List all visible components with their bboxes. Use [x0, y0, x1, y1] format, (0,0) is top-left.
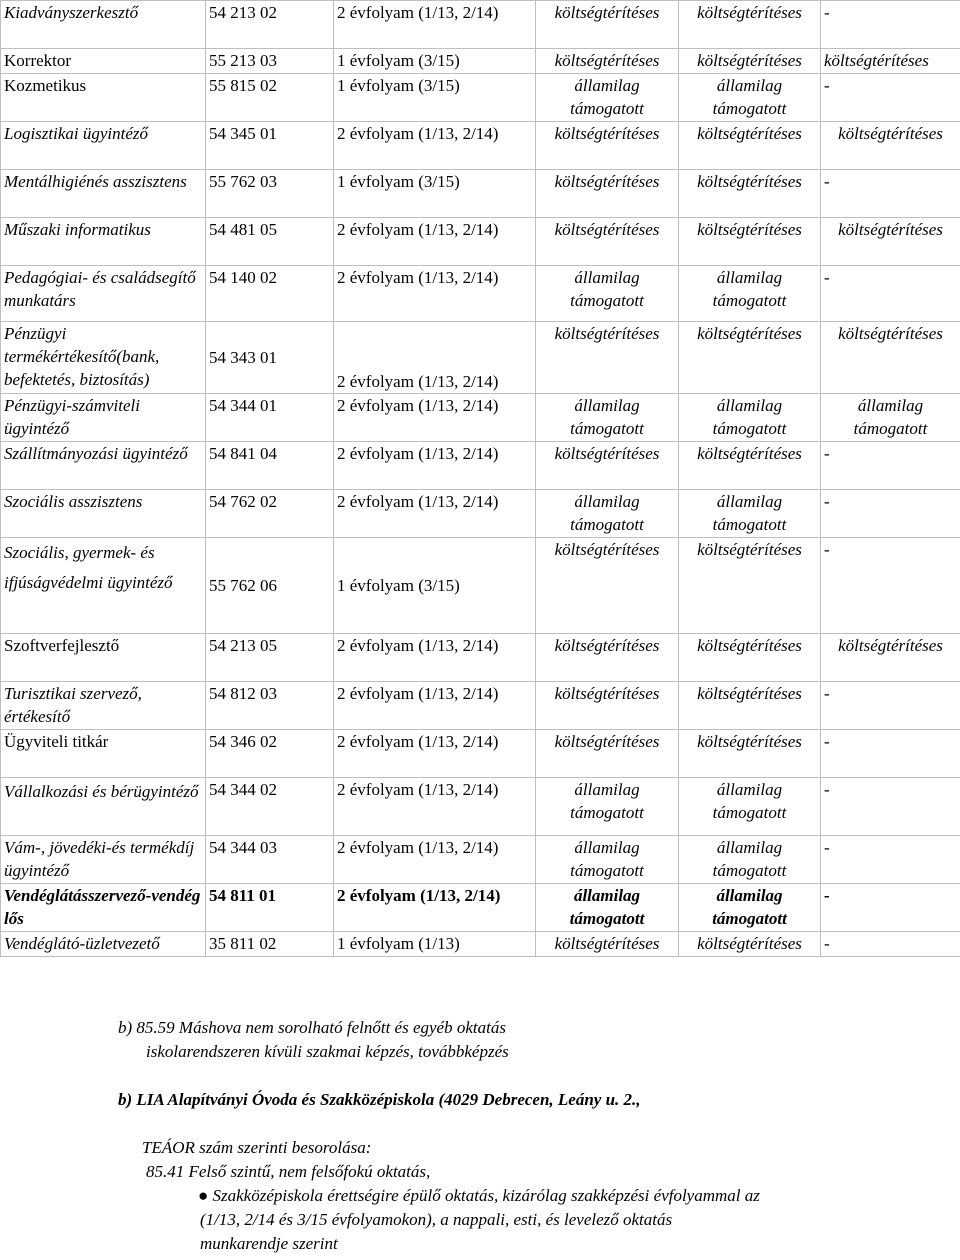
funding-a: államilag támogatott: [536, 884, 679, 932]
funding-c: költségtérítéses: [821, 322, 960, 394]
program-duration: 2 évfolyam (1/13, 2/14): [334, 836, 536, 884]
table-row: [1, 170, 960, 218]
table-row: [1, 490, 960, 538]
funding-a: államilag támogatott: [536, 74, 679, 122]
program-duration: 1 évfolyam (3/15): [334, 74, 536, 122]
program-code: 55 213 03: [206, 49, 334, 74]
table-row: [1, 836, 960, 884]
funding-c: államilag támogatott: [821, 394, 960, 442]
funding-a: államilag támogatott: [536, 836, 679, 884]
program-duration: 2 évfolyam (1/13, 2/14): [334, 490, 536, 538]
program-duration: 2 évfolyam (1/13, 2/14): [334, 730, 536, 778]
funding-b: költségtérítéses: [679, 538, 821, 634]
funding-a: költségtérítéses: [536, 170, 679, 218]
table-row: [1, 538, 960, 634]
funding-c: -: [821, 74, 960, 122]
program-code: 54 812 03: [206, 682, 334, 730]
funding-b: államilag támogatott: [679, 490, 821, 538]
funding-a: költségtérítéses: [536, 49, 679, 74]
program-code: 54 213 05: [206, 634, 334, 682]
funding-b: államilag támogatott: [679, 778, 821, 836]
funding-b: költségtérítéses: [679, 682, 821, 730]
funding-c: -: [821, 266, 960, 322]
program-duration: 2 évfolyam (1/13, 2/14): [334, 218, 536, 266]
funding-a: költségtérítéses: [536, 218, 679, 266]
table-row: [1, 778, 960, 836]
funding-b: költségtérítéses: [679, 322, 821, 394]
funding-c: -: [821, 836, 960, 884]
funding-c: -: [821, 730, 960, 778]
funding-c: -: [821, 778, 960, 836]
funding-c: költségtérítéses: [821, 218, 960, 266]
funding-c: -: [821, 932, 960, 957]
program-code: 54 811 01: [206, 884, 334, 932]
program-code: 54 344 03: [206, 836, 334, 884]
program-name: Szoftverfejlesztő: [1, 634, 206, 682]
program-duration: 1 évfolyam (3/15): [334, 170, 536, 218]
program-code: 54 344 01: [206, 394, 334, 442]
note-line: munkarendje szerint: [200, 1234, 338, 1253]
program-name: Kiadványszerkesztő: [1, 1, 206, 49]
program-name: Kozmetikus: [1, 74, 206, 122]
table-row: [1, 884, 960, 932]
program-duration: 2 évfolyam (1/13, 2/14): [334, 682, 536, 730]
funding-c: -: [821, 490, 960, 538]
funding-b: költségtérítéses: [679, 218, 821, 266]
note-line: 85.41 Felső szintű, nem felsőfokú oktatás,: [146, 1162, 431, 1181]
funding-a: államilag támogatott: [536, 394, 679, 442]
program-duration: 2 évfolyam (1/13, 2/14): [334, 884, 536, 932]
table-row: [1, 634, 960, 682]
program-name: Turisztikai szervező, értékesítő: [1, 682, 206, 730]
table-row: [1, 394, 960, 442]
note-line: iskolarendszeren kívüli szakmai képzés, továbbképzés: [146, 1042, 509, 1061]
funding-b: államilag támogatott: [679, 836, 821, 884]
table-row: [1, 932, 960, 957]
program-name: Vám-, jövedéki-és termékdíj ügyintéző: [1, 836, 206, 884]
funding-c: -: [821, 682, 960, 730]
funding-a: költségtérítéses: [536, 122, 679, 170]
funding-b: költségtérítéses: [679, 170, 821, 218]
funding-c: -: [821, 1, 960, 49]
program-code: 54 343 01: [206, 322, 334, 394]
table-row: [1, 49, 960, 74]
funding-a: államilag támogatott: [536, 266, 679, 322]
program-code: 55 762 03: [206, 170, 334, 218]
funding-a: költségtérítéses: [536, 682, 679, 730]
funding-c: -: [821, 884, 960, 932]
funding-c: költségtérítéses: [821, 122, 960, 170]
program-duration: 2 évfolyam (1/13, 2/14): [334, 634, 536, 682]
program-duration: 2 évfolyam (1/13, 2/14): [334, 778, 536, 836]
funding-a: költségtérítéses: [536, 538, 679, 634]
funding-b: költségtérítéses: [679, 442, 821, 490]
program-code: 54 140 02: [206, 266, 334, 322]
table-row: [1, 266, 960, 322]
program-name: Logisztikai ügyintéző: [1, 122, 206, 170]
funding-b: államilag támogatott: [679, 394, 821, 442]
program-code: 55 815 02: [206, 74, 334, 122]
funding-a: költségtérítéses: [536, 932, 679, 957]
program-name: Pénzügyi termékértékesítő(bank, befektetés, biztosítás): [1, 322, 206, 394]
funding-c: költségtérítéses: [821, 634, 960, 682]
program-name: Ügyviteli titkár: [1, 730, 206, 778]
funding-b: költségtérítéses: [679, 634, 821, 682]
program-name: Vendéglátó-üzletvezető: [1, 932, 206, 957]
funding-a: költségtérítéses: [536, 634, 679, 682]
program-duration: 2 évfolyam (1/13, 2/14): [334, 1, 536, 49]
funding-b: államilag támogatott: [679, 266, 821, 322]
program-duration: 2 évfolyam (1/13, 2/14): [334, 394, 536, 442]
table-row: [1, 74, 960, 122]
note-line: (1/13, 2/14 és 3/15 évfolyamokon), a nappali, esti, és levelező oktatás: [200, 1210, 673, 1229]
program-duration: 2 évfolyam (1/13, 2/14): [334, 266, 536, 322]
table-row: [1, 218, 960, 266]
table-row: [1, 682, 960, 730]
funding-c: -: [821, 538, 960, 634]
table-row: [1, 322, 960, 394]
program-duration: 1 évfolyam (3/15): [334, 538, 536, 634]
funding-b: költségtérítéses: [679, 49, 821, 74]
funding-a: költségtérítéses: [536, 322, 679, 394]
program-code: 54 841 04: [206, 442, 334, 490]
funding-c: költségtérítéses: [821, 49, 960, 74]
funding-b: államilag támogatott: [679, 884, 821, 932]
note-line: b) LIA Alapítványi Óvoda és Szakközépiskola (4029 Debrecen, Leány u. 2.,: [118, 1090, 641, 1109]
program-code: 54 481 05: [206, 218, 334, 266]
funding-a: költségtérítéses: [536, 442, 679, 490]
program-duration: 2 évfolyam (1/13, 2/14): [334, 442, 536, 490]
note-line: TEÁOR szám szerinti besorolása:: [142, 1138, 372, 1157]
note-line: b) 85.59 Máshova nem sorolható felnőtt és egyéb oktatás: [118, 1018, 506, 1037]
table-row: [1, 442, 960, 490]
funding-a: költségtérítéses: [536, 730, 679, 778]
table-row: [1, 730, 960, 778]
funding-c: -: [821, 442, 960, 490]
funding-b: államilag támogatott: [679, 74, 821, 122]
program-code: 54 762 02: [206, 490, 334, 538]
program-code: 35 811 02: [206, 932, 334, 957]
program-code: 54 344 02: [206, 778, 334, 836]
funding-b: költségtérítéses: [679, 122, 821, 170]
program-code: 55 762 06: [206, 538, 334, 634]
program-duration: 2 évfolyam (1/13, 2/14): [334, 122, 536, 170]
funding-a: költségtérítéses: [536, 1, 679, 49]
program-name: Vendéglátásszervező-vendéglős: [1, 884, 206, 932]
funding-b: költségtérítéses: [679, 730, 821, 778]
program-name: Pedagógiai- és családsegítő munkatárs: [1, 266, 206, 322]
table-row: [1, 1, 960, 49]
program-name: Műszaki informatikus: [1, 218, 206, 266]
note-line: ● Szakközépiskola érettségire épülő oktatás, kizárólag szakképzési évfolyammal az: [198, 1186, 760, 1205]
table-row: [1, 122, 960, 170]
program-name: Pénzügyi-számviteli ügyintéző: [1, 394, 206, 442]
funding-a: államilag támogatott: [536, 778, 679, 836]
funding-a: államilag támogatott: [536, 490, 679, 538]
program-name: Szociális asszisztens: [1, 490, 206, 538]
program-name: Vállalkozási és bérügyintéző: [1, 778, 206, 836]
program-duration: 2 évfolyam (1/13, 2/14): [334, 322, 536, 394]
program-code: 54 346 02: [206, 730, 334, 778]
funding-b: költségtérítéses: [679, 1, 821, 49]
program-name: Mentálhigiénés asszisztens: [1, 170, 206, 218]
funding-b: költségtérítéses: [679, 932, 821, 957]
program-code: 54 213 02: [206, 1, 334, 49]
program-name: Korrektor: [1, 49, 206, 74]
program-duration: 1 évfolyam (1/13): [334, 932, 536, 957]
program-name: Szociális, gyermek- és ifjúságvédelmi ügyintéző: [1, 538, 206, 634]
program-name: Szállítmányozási ügyintéző: [1, 442, 206, 490]
program-duration: 1 évfolyam (3/15): [334, 49, 536, 74]
funding-c: -: [821, 170, 960, 218]
program-code: 54 345 01: [206, 122, 334, 170]
